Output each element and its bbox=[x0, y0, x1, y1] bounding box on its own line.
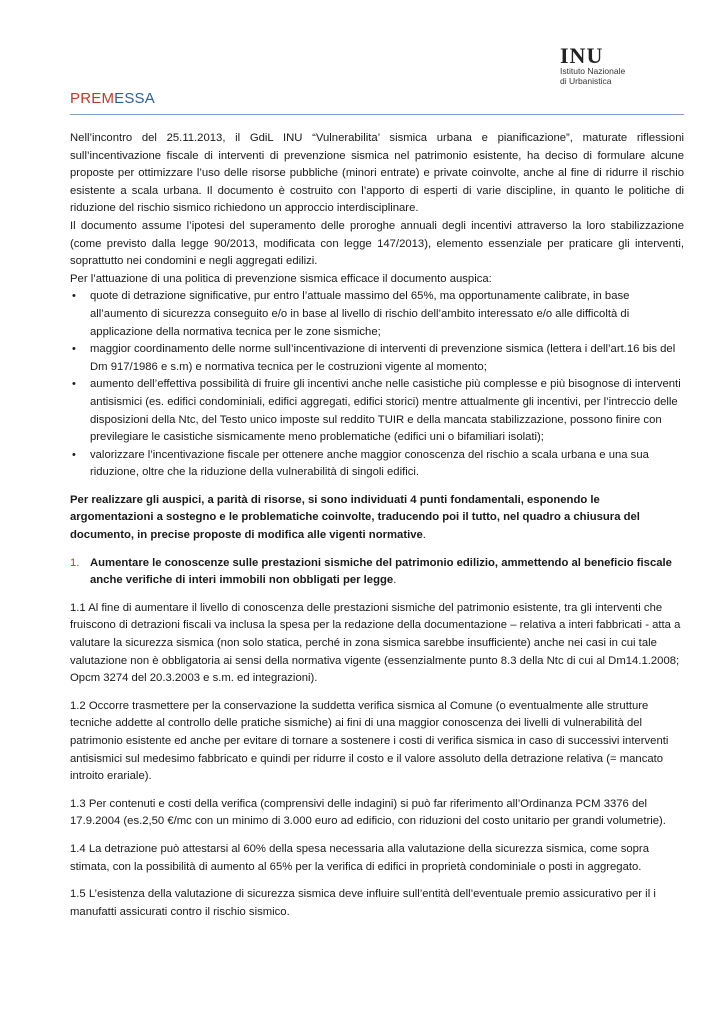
bullet-icon: • bbox=[72, 290, 76, 303]
page-title bbox=[70, 90, 155, 107]
section-heading-text: Aumentare le conoscenze sulle prestazioni sismiche del patrimonio edilizio, ammettendo al beneficio fiscale anche verifiche di interi immobili non obbligati per legge bbox=[90, 556, 672, 587]
inu-logo bbox=[560, 43, 680, 86]
paragraph-1-5: 1.5 L’esistenza della valutazione di sicurezza sismica deve influire sull’entità dell’eventuale premio assicurativo per il i manufatti assicurati contro il rischio sismico. bbox=[70, 888, 656, 918]
bullet-icon: • bbox=[72, 343, 76, 356]
proposal-list bbox=[70, 288, 684, 482]
logo-line-2: di Urbanistica bbox=[560, 76, 612, 86]
intro-paragraph-3: Per l’attuazione di una politica di prevenzione sismica efficace il documento auspica: bbox=[70, 272, 492, 285]
paragraph-1-1: 1.1 Al fine di aumentare il livello di conoscenza delle prestazioni sismiche del patrimonio esistente, tra gli interventi che fruiscono di detrazioni fiscali va inclusa la spesa per la redazione della documentazione – relativa a interi fabbricati - atta a valutare la sicurezza sismica (non solo statica, perché in zona sismica sarebbe insufficiente) anche nei casi in cui tale valutazione non è obbligatoria ai sensi della normativa vigente (essenzialmente punto 8.3 della Ntc di cui al Dm14.1.2008; Opcm 3274 del 20.3.2003 e s.m. ed integrazioni). bbox=[70, 601, 681, 685]
summary-paragraph bbox=[70, 492, 684, 545]
logo-mark: INU bbox=[560, 43, 604, 68]
list-item bbox=[70, 341, 684, 376]
list-item bbox=[70, 447, 684, 482]
section-heading-end: . bbox=[393, 574, 397, 587]
paragraph-1-4: 1.4 La detrazione può attestarsi al 60% della spesa necessaria alla valutazione della sicurezza sismica, come sopra stimata, con la possibilità di aumento al 65% per la verifica di edifici in proprietà condominiale o posti in aggregato. bbox=[70, 842, 649, 873]
list-item-text: quote di detrazione significative, pur entro l’attuale massimo del 65%, ma opportunamente calibrate, in base all’aumento di sicurezza conseguito e/o in base al livello di rischio dell’ambito interessato e/o alle difficoltà di applicazione della normativa tecnica per le zone sismiche; bbox=[90, 290, 630, 338]
list-item bbox=[70, 288, 684, 341]
bullet-icon: • bbox=[72, 378, 76, 391]
intro-paragraph-2: Il documento assume l’ipotesi del superamento delle proroghe annuali degli incentivi attraverso la loro stabilizzazione (come previsto dalla legge 90/2013, modificata con legge 147/2013), elemento essenziale per praticare gli interventi, soprattutto nei condomini e negli aggregati edilizi. bbox=[70, 219, 684, 268]
list-item-text: maggior coordinamento delle norme sull’incentivazione di interventi di prevenzione sismica (lettera i dell’art.16 bis del Dm 917/1986 e s.m) e normativa tecnica per le costruzioni vigente al momento; bbox=[90, 343, 676, 373]
section-1-heading bbox=[70, 555, 684, 590]
page-title-part-1: PREM bbox=[70, 90, 115, 107]
paragraph-1-2: 1.2 Occorre trasmettere per la conservazione la suddetta verifica sismica al Comune (o eventualmente alle strutture tecniche addette al controllo delle pratiche sismiche) ai fini di una maggior conoscenza dei livelli di vulnerabilità del patrimonio esistente ed anche per evitare di tornare a sostenere i costi di verifica sismica in caso di successivi interventi antisismici sul medesimo fabbricato e quindi per ridurre il costo e il valore assoluto della detrazione relativa (= mancato introito erariale). bbox=[70, 699, 669, 783]
page-title-part-2: ESSA bbox=[114, 90, 155, 107]
intro-paragraph-1: Nell’incontro del 25.11.2013, il GdiL INU “Vulnerabilita’ sismica urbana e pianificazione”, maturate riflessioni sull’incentivazione fiscale di interventi di prevenzione sismica nel patrimonio esistente, ha deciso di formulare alcune proposte per ottimizzare l’uso delle risorse pubbliche (minori entrate) e private coinvolte, anche al fine di ridurre il rischio esistente a scala urbana. Il documento è costruito con l’apporto di esperti di varie discipline, in quanto le politiche di riduzione del rischio sismico richiedono un approccio interdisciplinare. bbox=[70, 132, 684, 215]
document-body bbox=[70, 130, 684, 921]
summary-end: . bbox=[422, 529, 426, 542]
paragraph-1-3: 1.3 Per contenuti e costi della verifica (comprensivi delle indagini) si può far riferimento all’Ordinanza PCM 3376 del 17.9.2004 (es.2,50 €/mc con un minimo di 3.000 euro ad edificio, con riduzioni del costo unitario per grandi volumetrie). bbox=[70, 797, 666, 828]
title-divider bbox=[70, 114, 684, 115]
list-item-text: aumento dell’effettiva possibilità di fruire gli incentivi anche nelle casistiche più complesse e più bisognose di interventi antisismici (es. edifici condominiali, edifici aggregati, edifici storici) mentre attualmente gli incentivi, per l’intreccio delle disposizioni della Ntc, del Testo unico imposte sul reddito TUIR e della mancata stabilizzazione, possono finire con previlegiare le casistiche sismicamente meno problematiche (edifici uni o bifamiliari isolati); bbox=[90, 378, 681, 444]
list-item bbox=[70, 376, 684, 446]
logo-line-1: Istituto Nazionale bbox=[560, 66, 626, 76]
bullet-icon: • bbox=[72, 448, 76, 461]
summary-bold-text: Per realizzare gli auspici, a parità di risorse, si sono individuati 4 punti fondamentali, esponendo le argomentazioni a sostegno e le problematiche coinvolte, traducendo poi il tutto, nel quadro a chiusura del documento, in precise proposte di modifica alle vigenti normative bbox=[70, 493, 640, 542]
section-number: 1. bbox=[70, 556, 80, 569]
list-item-text: valorizzare l’incentivazione fiscale per ottenere anche maggior conoscenza del rischio a scala urbana e una sua riduzione, oltre che la riduzione della vulnerabilità di singoli edifici. bbox=[90, 448, 649, 479]
